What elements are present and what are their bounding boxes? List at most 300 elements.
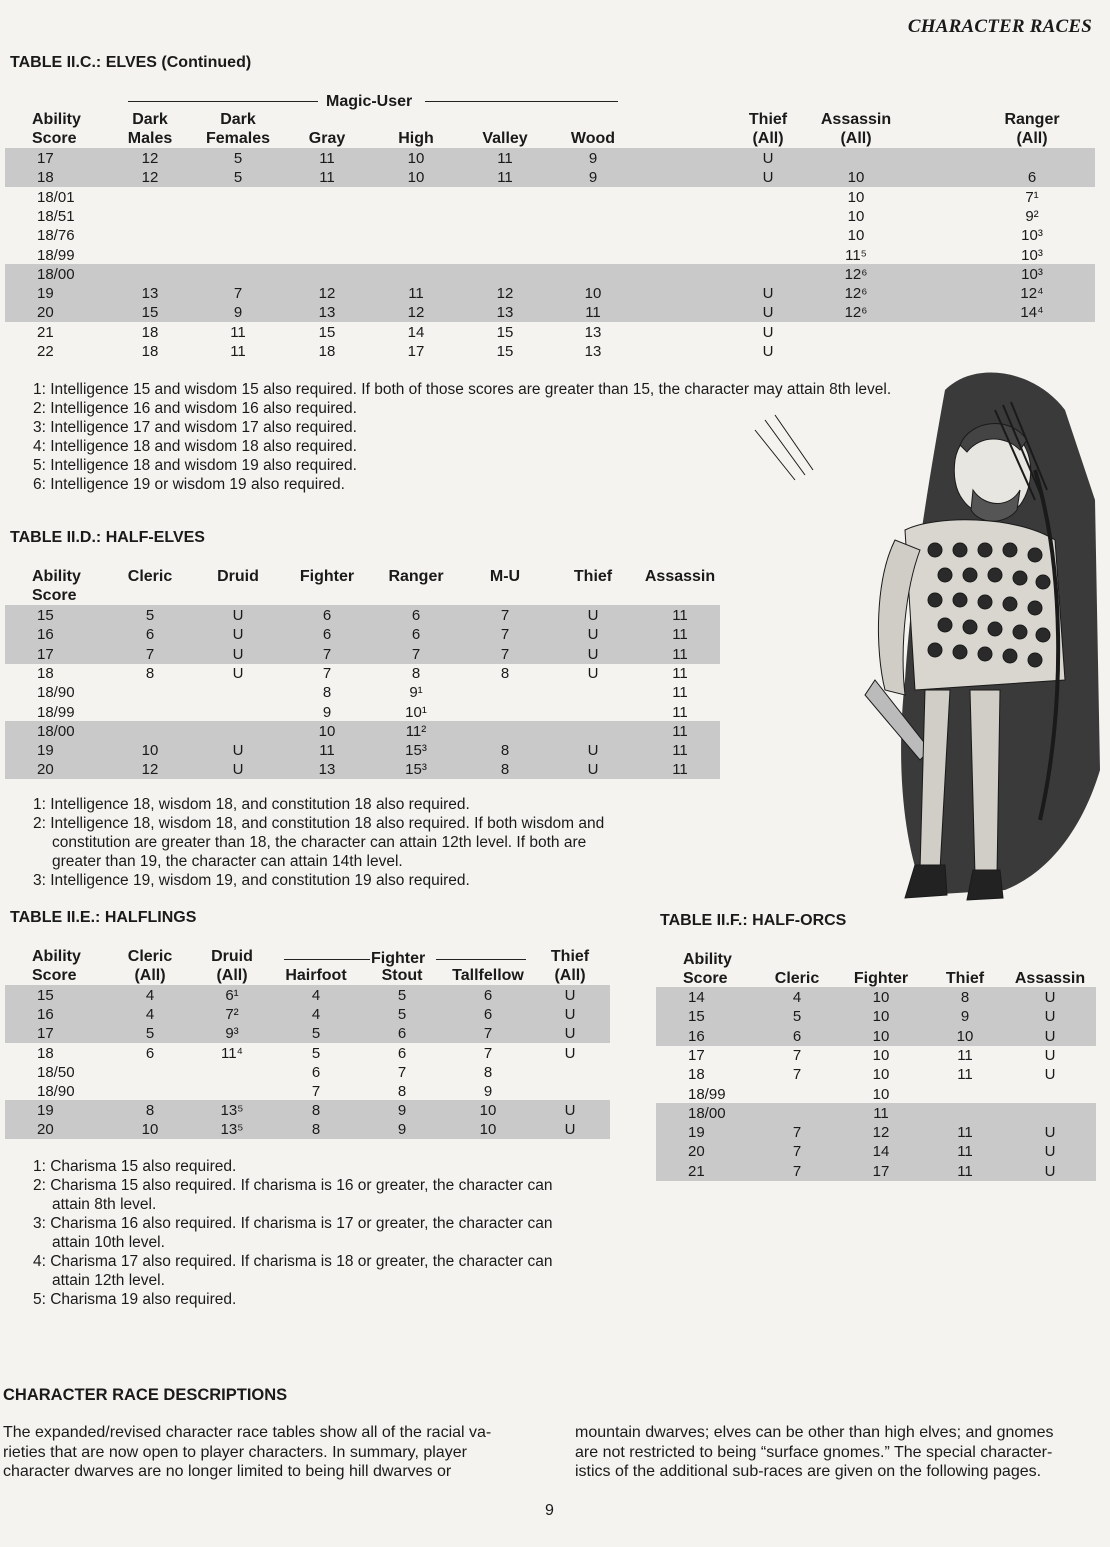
halfelves-cell: 11² — [405, 723, 427, 740]
halfelves-cell: 11 — [672, 684, 688, 701]
halforcs-cell: 11 — [873, 1105, 889, 1122]
elves-cell: 12 — [496, 285, 514, 302]
halfelves-row-label: 19 — [37, 742, 54, 759]
description-line: character dwarves are no longer limited to being hill dwarves or — [3, 1463, 452, 1480]
elves-header-col6: Wood — [570, 130, 616, 147]
halflings-cell: 6 — [397, 1025, 407, 1042]
elves-row-label: 18/99 — [37, 247, 75, 264]
elves-cell: 18 — [141, 343, 159, 360]
halflings-cell: U — [564, 1102, 576, 1119]
halflings-row-label: 18 — [37, 1045, 54, 1062]
elves-row-label: 21 — [37, 324, 54, 341]
halforcs-cell: 10 — [872, 1047, 890, 1064]
halfelves-header-col4: Ranger — [388, 568, 444, 585]
halforcs-cell: 12 — [872, 1124, 890, 1141]
halfelves-cell: 13 — [318, 761, 336, 778]
elves-row-label: 18/00 — [37, 266, 75, 283]
halflings-header-col4: Stout — [381, 967, 423, 984]
halfelves-cell: U — [232, 607, 244, 624]
halforcs-header-col4: Assassin — [1014, 970, 1086, 987]
elves-cell: 11 — [585, 304, 601, 321]
elves-row-label: 18/51 — [37, 208, 75, 225]
elves-cell: 12 — [141, 150, 159, 167]
elves-cell: 9 — [588, 169, 598, 186]
halfelves-header-col2: Druid — [217, 568, 259, 585]
elves-cell: 7 — [233, 285, 243, 302]
halflings-footnote: 3: Charisma 16 also required. If charisma is 17 or greater, the character can — [33, 1215, 553, 1232]
halfelves-cell: 9 — [322, 704, 332, 721]
elves-header-ability-score: Ability — [32, 111, 81, 128]
halforcs-cell: 11 — [957, 1124, 973, 1141]
elves-header-col5: Valley — [482, 130, 528, 147]
fighter-rule-left — [284, 959, 370, 960]
elves-footnote: 1: Intelligence 15 and wisdom 15 also required. If both of those scores are greater than 15, the character may attain 8th level. — [33, 381, 892, 398]
halflings-row-label: 20 — [37, 1121, 54, 1138]
halfelves-cell: 15³ — [405, 742, 427, 759]
elves-cell: 15 — [141, 304, 159, 321]
halfelves-cell: 11 — [672, 723, 688, 740]
halflings-header-col2: (All) — [216, 967, 248, 984]
magic-user-rule-left — [128, 101, 318, 102]
elves-footnote: 3: Intelligence 17 and wisdom 17 also required. — [33, 419, 357, 436]
halflings-cell: U — [564, 1025, 576, 1042]
halfelves-header-col3: Fighter — [299, 568, 355, 585]
halfelves-row-label: 18/00 — [37, 723, 75, 740]
halfelves-header-ability-score: Score — [32, 587, 77, 604]
elves-header-col7: Thief — [748, 111, 788, 128]
elves-cell: U — [762, 169, 774, 186]
halfelves-cell: U — [232, 665, 244, 682]
halflings-cell: 5 — [397, 987, 407, 1004]
halforcs-header-col1: Cleric — [774, 970, 820, 987]
elves-cell: 11 — [230, 324, 246, 341]
elves-cell: U — [762, 304, 774, 321]
halfelves-row-label: 17 — [37, 646, 54, 663]
magic-user-group-label: Magic-User — [326, 93, 413, 110]
halfelves-cell: 7 — [500, 646, 510, 663]
halfelves-cell: 11 — [672, 607, 688, 624]
elves-cell: 10 — [407, 169, 425, 186]
halfelves-footnote: constitution are greater than 18, the character can attain 12th level. If both are — [52, 834, 587, 851]
descriptions-title: CHARACTER RACE DESCRIPTIONS — [3, 1386, 288, 1404]
elves-header-col1: Males — [127, 130, 173, 147]
halflings-cell: 6 — [397, 1045, 407, 1062]
halforcs-cell: 9 — [960, 1008, 970, 1025]
halforcs-header-ability-score: Ability — [683, 951, 732, 968]
halfelves-cell: 8 — [500, 665, 510, 682]
halflings-cell: 5 — [311, 1045, 321, 1062]
halforcs-cell: U — [1044, 1047, 1056, 1064]
halfelves-cell: U — [232, 626, 244, 643]
elves-header-col8: (All) — [840, 130, 872, 147]
halfelves-cell: 8 — [145, 665, 155, 682]
halforcs-cell: U — [1044, 1028, 1056, 1045]
page-number: 9 — [545, 1502, 554, 1519]
halfelves-cell: 11 — [672, 646, 688, 663]
halflings-header-col6: Thief — [550, 948, 590, 965]
halfelves-cell: 9¹ — [409, 684, 423, 701]
elves-cell: 17 — [407, 343, 425, 360]
elves-cell: U — [762, 343, 774, 360]
halforcs-cell: 10 — [872, 989, 890, 1006]
halflings-header-col1: Cleric — [127, 948, 173, 965]
description-line: are not restricted to being “surface gnomes.” The special character- — [575, 1443, 1053, 1461]
halfelves-row-label: 16 — [37, 626, 54, 643]
halflings-cell: 9³ — [225, 1025, 239, 1042]
elves-header-col2: Females — [205, 130, 271, 147]
elves-cell: 18 — [141, 324, 159, 341]
halforcs-cell: 7 — [792, 1124, 802, 1141]
halflings-header-ability-score: Ability — [32, 948, 81, 965]
halfelves-cell: 6 — [411, 626, 421, 643]
halflings-row-label: 16 — [37, 1006, 54, 1023]
elves-cell: 18 — [318, 343, 336, 360]
elves-row-label: 19 — [37, 285, 54, 302]
halforcs-row-label: 18/00 — [688, 1105, 726, 1122]
fighter-group-label: Fighter — [371, 950, 426, 967]
elves-cell: 11 — [497, 169, 513, 186]
elves-row-label: 18/01 — [37, 189, 75, 206]
elves-cell: 10 — [847, 189, 865, 206]
halforcs-cell: U — [1044, 1008, 1056, 1025]
elves-header-col2: Dark — [220, 111, 256, 128]
halfelves-cell: U — [587, 626, 599, 643]
halflings-cell: 8 — [311, 1121, 321, 1138]
halforcs-cell: 14 — [872, 1143, 890, 1160]
halfelves-cell: U — [587, 646, 599, 663]
halforcs-cell: 10 — [872, 1028, 890, 1045]
halforcs-cell: 4 — [792, 989, 802, 1006]
halfelves-cell: 6 — [411, 607, 421, 624]
halflings-header-col6: (All) — [554, 967, 586, 984]
elves-row-label: 18/76 — [37, 227, 75, 244]
halfelves-cell: 8 — [411, 665, 421, 682]
halforcs-cell: 7 — [792, 1163, 802, 1180]
halflings-cell: 6 — [311, 1064, 321, 1081]
halfelves-header-col7: Assassin — [644, 568, 716, 585]
elves-cell: 12 — [407, 304, 425, 321]
elves-header-col7: (All) — [752, 130, 784, 147]
halfelves-cell: 6 — [322, 607, 332, 624]
elves-cell: U — [762, 150, 774, 167]
halforcs-cell: 7 — [792, 1143, 802, 1160]
halforcs-row-label: 17 — [688, 1047, 705, 1064]
elves-cell: 10 — [847, 169, 865, 186]
halflings-header-col3: Hairfoot — [285, 967, 347, 984]
halfelves-cell: U — [587, 665, 599, 682]
magic-user-rule-right — [425, 101, 618, 102]
halflings-cell: 5 — [397, 1006, 407, 1023]
elves-cell: 14 — [407, 324, 425, 341]
halforcs-header-col3: Thief — [945, 970, 985, 987]
halforcs-header-col2: Fighter — [853, 970, 909, 987]
halfelves-cell: 7 — [500, 607, 510, 624]
halflings-header-col5: Tallfellow — [452, 967, 524, 984]
halflings-cell: 6 — [483, 1006, 493, 1023]
halflings-cell: 13⁵ — [220, 1121, 244, 1138]
elves-cell: 12⁶ — [844, 304, 868, 321]
halflings-cell: 7 — [483, 1025, 493, 1042]
halflings-cell: 11⁴ — [220, 1045, 244, 1062]
elves-cell: 11⁵ — [845, 247, 867, 264]
halforcs-row-label: 15 — [688, 1008, 705, 1025]
description-line: mountain dwarves; elves can be other than high elves; and gnomes — [575, 1424, 1054, 1441]
halforcs-row-label: 20 — [688, 1143, 705, 1160]
elves-cell: 9 — [233, 304, 243, 321]
halforcs-cell: 17 — [872, 1163, 890, 1180]
elves-cell: 12⁶ — [844, 285, 868, 302]
halflings-cell: U — [564, 1045, 576, 1062]
halflings-footnote: 5: Charisma 19 also required. — [33, 1291, 237, 1308]
elves-cell: 10³ — [1021, 227, 1043, 244]
halfelves-cell: 11 — [672, 704, 688, 721]
halfelves-row-label: 18/90 — [37, 684, 75, 701]
halflings-cell: 8 — [483, 1064, 493, 1081]
halflings-cell: 10 — [479, 1102, 497, 1119]
halflings-cell: U — [564, 1121, 576, 1138]
elves-cell: 15 — [318, 324, 336, 341]
halflings-cell: 8 — [397, 1083, 407, 1100]
halfelves-header-ability-score: Ability — [32, 568, 81, 585]
elves-cell: 10 — [584, 285, 602, 302]
halfelves-cell: 7 — [411, 646, 421, 663]
halforcs-cell: 11 — [957, 1047, 973, 1064]
elves-cell: U — [762, 324, 774, 341]
elves-cell: 7¹ — [1025, 189, 1039, 206]
halflings-cell: 13⁵ — [220, 1102, 244, 1119]
halfelves-cell: 11 — [319, 742, 335, 759]
halforcs-row-label: 16 — [688, 1028, 705, 1045]
halfelves-cell: 11 — [672, 761, 688, 778]
halfelves-cell: U — [232, 761, 244, 778]
halfelves-row-label: 15 — [37, 607, 54, 624]
elves-cell: 15 — [496, 343, 514, 360]
halforcs-cell: 10 — [956, 1028, 974, 1045]
elves-cell: 13 — [496, 304, 514, 321]
halfelves-footnote: 3: Intelligence 19, wisdom 19, and constitution 19 also required. — [33, 872, 470, 889]
halflings-cell: 9 — [397, 1102, 407, 1119]
halflings-cell: 9 — [483, 1083, 493, 1100]
elves-cell: 11 — [497, 150, 513, 167]
halforcs-cell: U — [1044, 989, 1056, 1006]
halforcs-cell: 11 — [957, 1143, 973, 1160]
elves-cell: 11 — [319, 150, 335, 167]
elves-footnote: 5: Intelligence 18 and wisdom 19 also required. — [33, 457, 357, 474]
halfelves-cell: 7 — [322, 665, 332, 682]
halflings-row-label: 17 — [37, 1025, 54, 1042]
halflings-footnote: 2: Charisma 15 also required. If charisma is 16 or greater, the character can — [33, 1177, 553, 1194]
halforcs-row-label: 14 — [688, 989, 705, 1006]
elves-cell: 6 — [1027, 169, 1037, 186]
halfelves-cell: U — [587, 607, 599, 624]
elves-footnote: 6: Intelligence 19 or wisdom 19 also required. — [33, 476, 345, 493]
elves-row-label: 22 — [37, 343, 54, 360]
halfelves-cell: 8 — [500, 742, 510, 759]
halforcs-cell: U — [1044, 1143, 1056, 1160]
halflings-cell: 5 — [311, 1025, 321, 1042]
elves-header-col9: Ranger — [1004, 111, 1060, 128]
halflings-header-ability-score: Score — [32, 967, 77, 984]
halflings-row-label: 15 — [37, 987, 54, 1004]
halflings-table-title: TABLE II.E.: HALFLINGS — [10, 909, 197, 926]
halflings-row-label: 18/90 — [37, 1083, 75, 1100]
elves-header-col4: High — [398, 130, 434, 147]
halfelves-cell: 11 — [672, 626, 688, 643]
halflings-footnote: attain 8th level. — [52, 1196, 157, 1213]
halfelves-header-col1: Cleric — [127, 568, 173, 585]
halflings-cell: 4 — [145, 987, 155, 1004]
halforcs-cell: 7 — [792, 1047, 802, 1064]
halfelves-footnote: 2: Intelligence 18, wisdom 18, and constitution 18 also required. If both wisdom and — [33, 815, 605, 832]
halfelves-cell: U — [232, 646, 244, 663]
halflings-footnote: attain 12th level. — [52, 1272, 165, 1289]
ranger-illustration — [735, 350, 1105, 910]
halfelves-cell: 7 — [322, 646, 332, 663]
halfelves-row-label: 18/99 — [37, 704, 75, 721]
elves-footnote: 2: Intelligence 16 and wisdom 16 also required. — [33, 400, 357, 417]
elves-cell: 12 — [318, 285, 336, 302]
elves-cell: 13 — [584, 343, 602, 360]
elves-cell: 11 — [319, 169, 335, 186]
halforcs-cell: 10 — [872, 1086, 890, 1103]
elves-cell: 13 — [318, 304, 336, 321]
halforcs-cell: 10 — [872, 1008, 890, 1025]
halforcs-row-label: 21 — [688, 1163, 705, 1180]
halfelves-cell: 6 — [322, 626, 332, 643]
elves-cell: 10 — [847, 208, 865, 225]
halflings-cell: 7 — [311, 1083, 321, 1100]
halflings-cell: 10 — [141, 1121, 159, 1138]
halflings-footnote: 4: Charisma 17 also required. If charisma is 18 or greater, the character can — [33, 1253, 553, 1270]
halfelves-row-label: 18 — [37, 665, 54, 682]
description-line: istics of the additional sub-races are given on the following pages. — [575, 1463, 1042, 1480]
elves-cell: 10 — [407, 150, 425, 167]
halflings-cell: 8 — [311, 1102, 321, 1119]
halfelves-cell: 12 — [141, 761, 159, 778]
halflings-cell: U — [564, 987, 576, 1004]
elves-cell: 10³ — [1021, 247, 1043, 264]
halforcs-row-label: 18 — [688, 1066, 705, 1083]
halflings-header-col1: (All) — [134, 967, 166, 984]
halflings-footnote: 1: Charisma 15 also required. — [33, 1158, 237, 1175]
elves-cell: 5 — [233, 150, 243, 167]
halflings-cell: 4 — [145, 1006, 155, 1023]
halforcs-cell: U — [1044, 1163, 1056, 1180]
halforcs-cell: 6 — [792, 1028, 802, 1045]
halflings-row-label: 18/50 — [37, 1064, 75, 1081]
elves-table-title: TABLE II.C.: ELVES (Continued) — [10, 54, 252, 71]
halfelves-cell: 8 — [322, 684, 332, 701]
halfelves-cell: U — [587, 761, 599, 778]
halfelves-cell: 7 — [500, 626, 510, 643]
halflings-footnote: attain 10th level. — [52, 1234, 165, 1251]
elves-cell: 15 — [496, 324, 514, 341]
halforcs-cell: 5 — [792, 1008, 802, 1025]
halflings-cell: 5 — [145, 1025, 155, 1042]
halforcs-cell: 11 — [957, 1066, 973, 1083]
halflings-header-col2: Druid — [211, 948, 253, 965]
elves-row-label: 20 — [37, 304, 54, 321]
elves-header-ability-score: Score — [32, 130, 77, 147]
elves-header-col1: Dark — [132, 111, 168, 128]
elves-cell: 12 — [141, 169, 159, 186]
elves-cell: U — [762, 285, 774, 302]
halflings-cell: 6¹ — [225, 987, 239, 1004]
halforcs-cell: U — [1044, 1066, 1056, 1083]
elves-header-col3: Gray — [308, 130, 346, 147]
halflings-cell: 6 — [145, 1045, 155, 1062]
elves-cell: 9 — [588, 150, 598, 167]
elves-row-label: 17 — [37, 150, 54, 167]
elves-cell: 5 — [233, 169, 243, 186]
halflings-cell: 4 — [311, 987, 321, 1004]
elves-footnote: 4: Intelligence 18 and wisdom 18 also required. — [33, 438, 357, 455]
halflings-cell: 8 — [145, 1102, 155, 1119]
halfelves-cell: 15³ — [405, 761, 427, 778]
elves-cell: 10³ — [1021, 266, 1043, 283]
halforcs-cell: 10 — [872, 1066, 890, 1083]
page-header: CHARACTER RACES — [907, 16, 1092, 37]
halfelves-cell: U — [587, 742, 599, 759]
halfelves-table-title: TABLE II.D.: HALF-ELVES — [10, 529, 205, 546]
halforcs-cell: 11 — [957, 1163, 973, 1180]
elves-header-col8: Assassin — [820, 111, 892, 128]
halforcs-cell: U — [1044, 1124, 1056, 1141]
halflings-cell: U — [564, 1006, 576, 1023]
elves-cell: 10 — [847, 227, 865, 244]
halforcs-header-ability-score: Score — [683, 970, 728, 987]
halfelves-cell: U — [232, 742, 244, 759]
halflings-cell: 7² — [225, 1006, 239, 1023]
halfelves-cell: 10¹ — [405, 704, 427, 721]
halforcs-row-label: 18/99 — [688, 1086, 726, 1103]
elves-cell: 9² — [1025, 208, 1039, 225]
elves-row-label: 18 — [37, 169, 54, 186]
halflings-cell: 10 — [479, 1121, 497, 1138]
elves-cell: 11 — [408, 285, 424, 302]
halforcs-cell: 7 — [792, 1066, 802, 1083]
halfelves-row-label: 20 — [37, 761, 54, 778]
elves-cell: 12⁶ — [844, 266, 868, 283]
halfelves-cell: 6 — [145, 626, 155, 643]
description-line: rieties that are now open to player characters. In summary, player — [3, 1443, 467, 1461]
halfelves-cell: 10 — [318, 723, 336, 740]
halfelves-cell: 10 — [141, 742, 159, 759]
halfelves-cell: 11 — [672, 742, 688, 759]
elves-cell: 11 — [230, 343, 246, 360]
halflings-cell: 7 — [397, 1064, 407, 1081]
halforcs-table-title: TABLE II.F.: HALF-ORCS — [660, 912, 847, 929]
halflings-cell: 6 — [483, 987, 493, 1004]
halfelves-cell: 7 — [145, 646, 155, 663]
elves-cell: 13 — [584, 324, 602, 341]
halflings-cell: 4 — [311, 1006, 321, 1023]
elves-cell: 13 — [141, 285, 159, 302]
halfelves-footnote: 1: Intelligence 18, wisdom 18, and constitution 18 also required. — [33, 796, 470, 813]
halflings-cell: 7 — [483, 1045, 493, 1062]
halfelves-header-col5: M-U — [489, 568, 521, 585]
halfelves-footnote: greater than 19, the character can attain 14th level. — [52, 853, 403, 870]
halflings-cell: 9 — [397, 1121, 407, 1138]
halfelves-cell: 5 — [145, 607, 155, 624]
halfelves-cell: 11 — [672, 665, 688, 682]
halfelves-header-col6: Thief — [573, 568, 613, 585]
description-line: The expanded/revised character race tables show all of the racial va- — [3, 1424, 492, 1441]
halfelves-cell: 8 — [500, 761, 510, 778]
elves-cell: 14⁴ — [1020, 304, 1044, 321]
halforcs-cell: 8 — [960, 989, 970, 1006]
elves-header-col9: (All) — [1016, 130, 1048, 147]
